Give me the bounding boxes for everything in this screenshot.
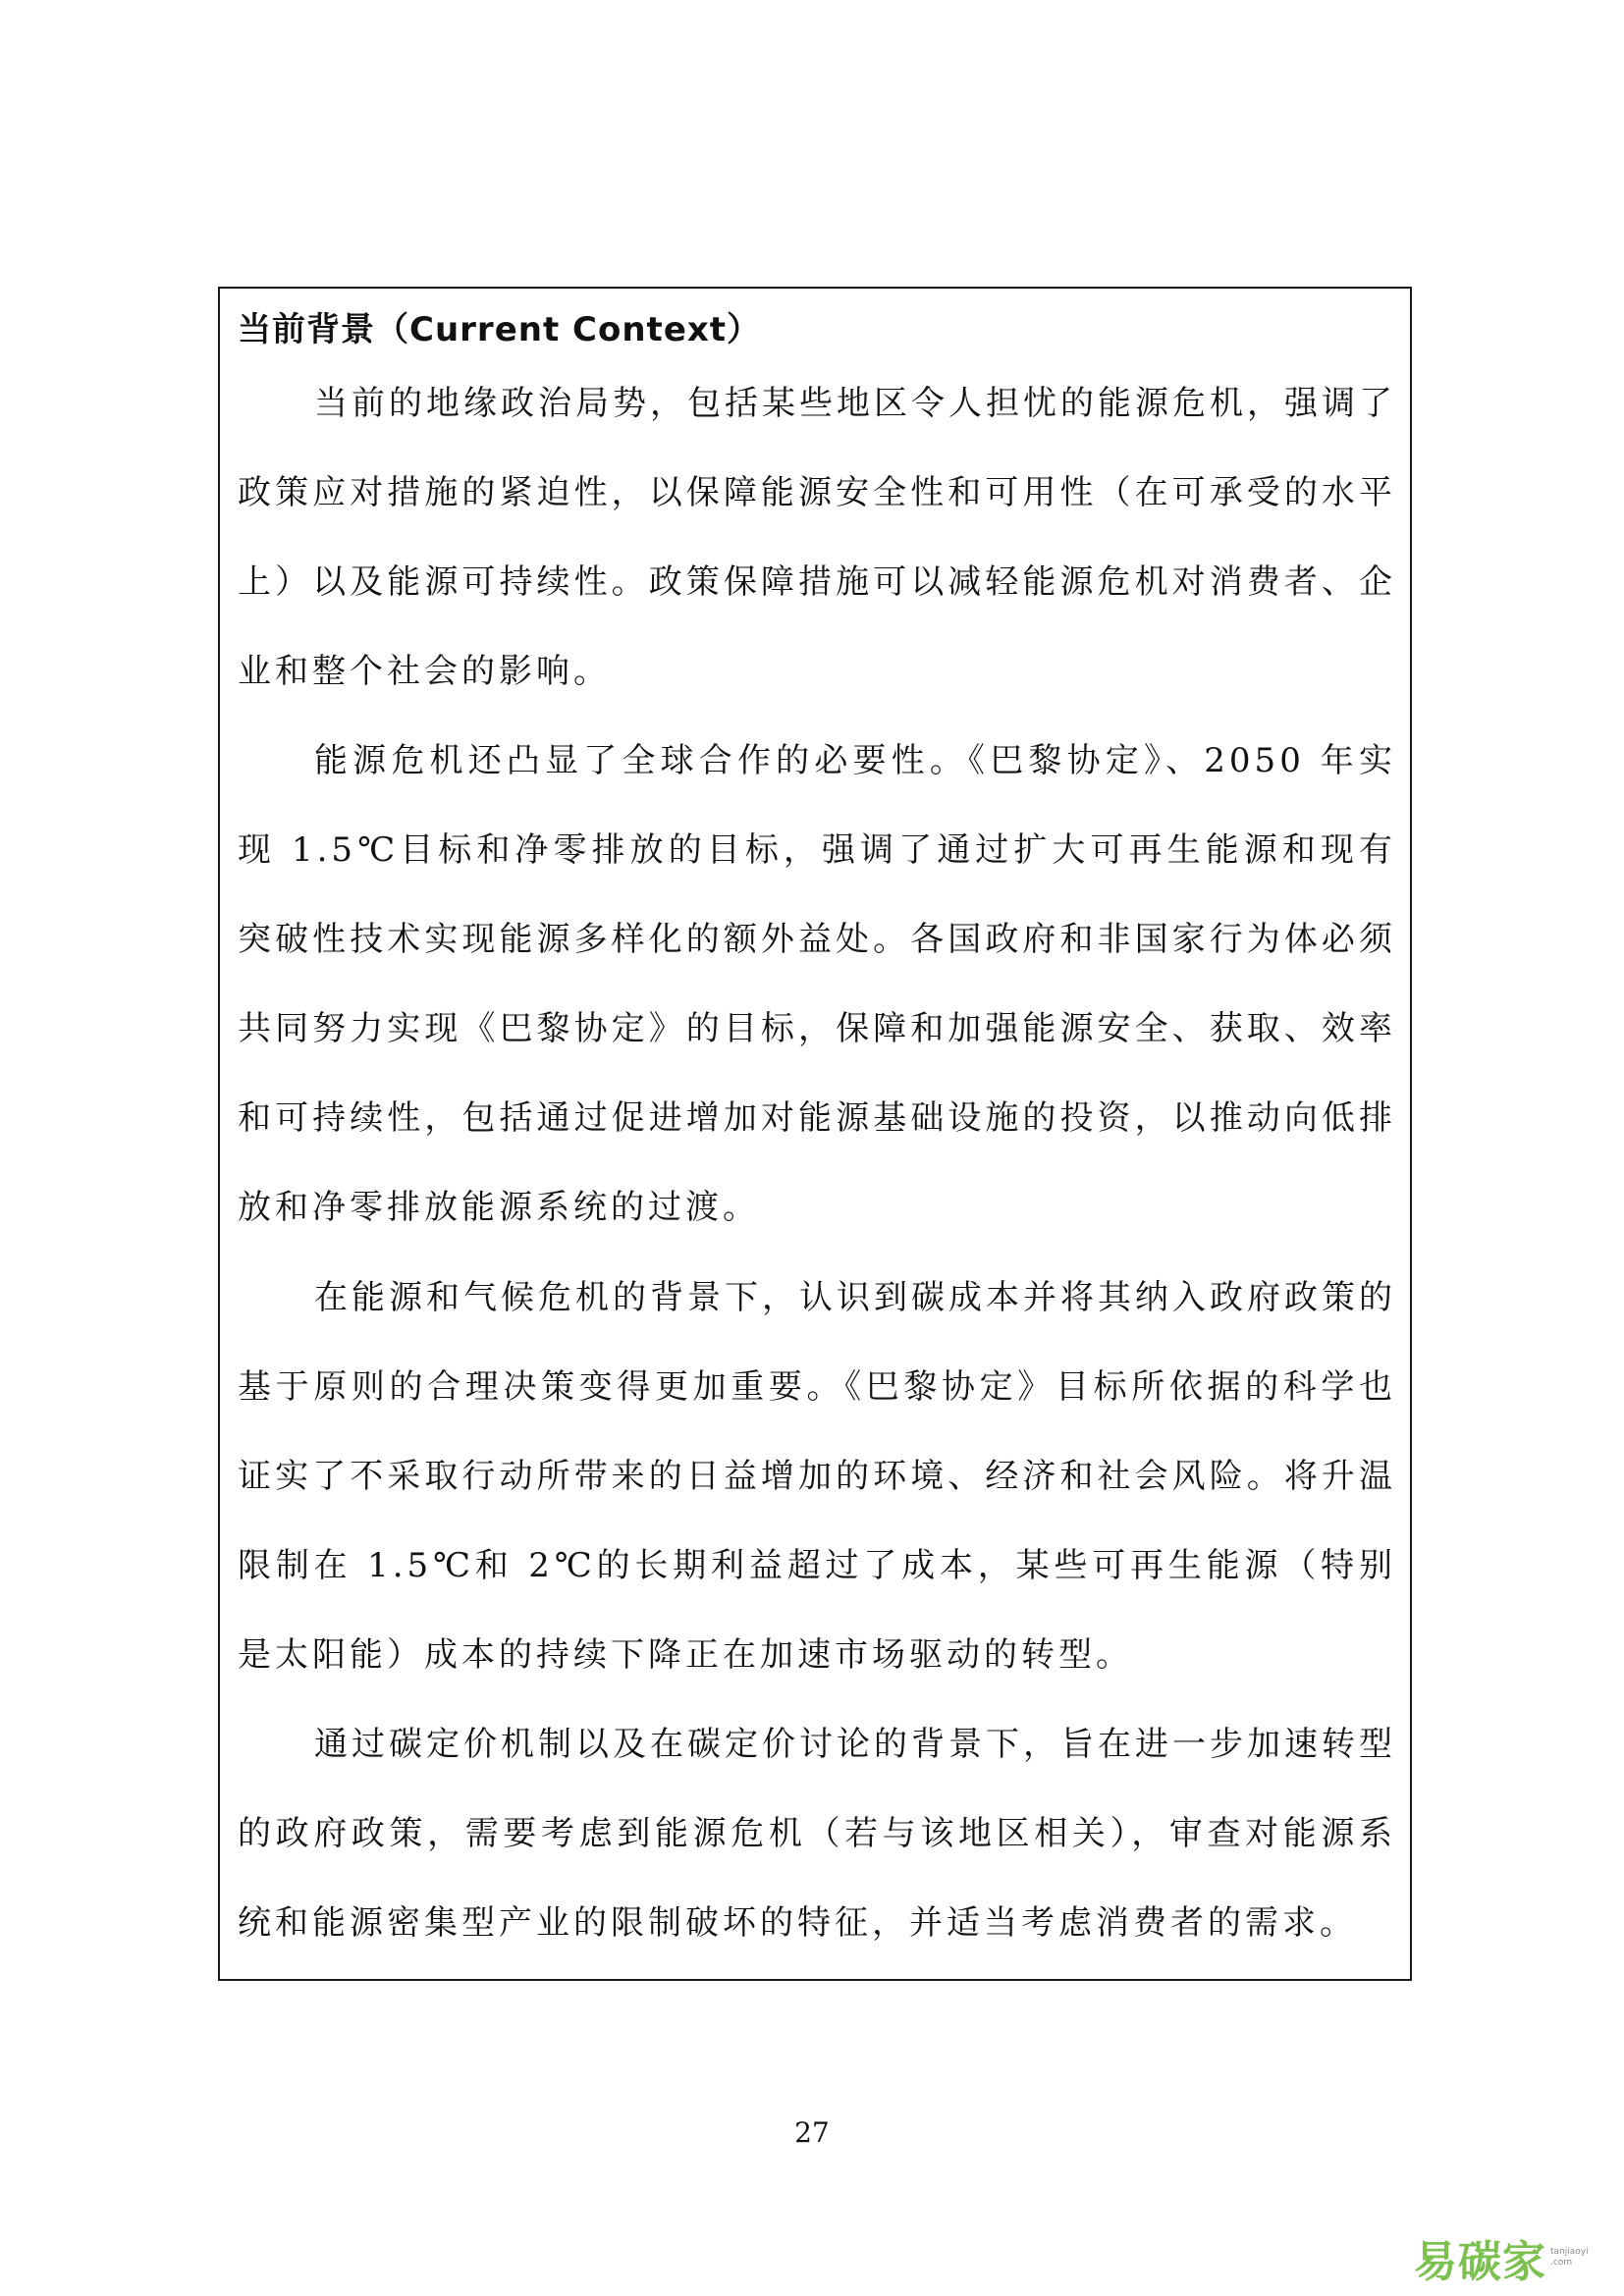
context-section-box [218,287,1412,1981]
watermark-domain-line1: tanjiaoyi [1550,2247,1589,2257]
page-number: 27 [794,2116,830,2149]
paragraph-4: 通过碳定价机制以及在碳定价讨论的背景下，旨在进一步加速转型的政府政策，需要考虑到能源危机（若与该地区相关），审查对能源系统和能源密集型产业的限制破坏的特征，并适当考虑消费者的需求。 [238,1725,1396,1943]
watermark-text: 易碳家 [1414,2237,1546,2287]
watermark-domain [1550,2247,1589,2269]
paragraph-2: 能源危机还凸显了全球合作的必要性。《巴黎协定》、2050 年实现 1.5℃目标和净零排放的目标，强调了通过扩大可再生能源和现有突破性技术实现能源多样化的额外益处。各国政府和非国家行为体必须共同努力实现《巴黎协定》的目标，保障和加强能源安全、获取、效率和可持续性，包括通过促进增加对能源基础设施的投资，以推动向低排放和净零排放能源系统的过渡。 [238,741,1396,1227]
watermark-logo [1414,2230,1610,2285]
section-title: 当前背景（Current Context） [238,310,762,349]
watermark-domain-line2: .com [1550,2258,1573,2268]
paragraph-1: 当前的地缘政治局势，包括某些地区令人担忧的能源危机，强调了政策应对措施的紧迫性，以保障能源安全性和可用性（在可承受的水平上）以及能源可持续性。政策保障措施可以减轻能源危机对消费者、企业和整个社会的影响。 [238,384,1396,691]
paragraph-3: 在能源和气候危机的背景下，认识到碳成本并将其纳入政府政策的基于原则的合理决策变得更加重要。《巴黎协定》目标所依据的科学也证实了不采取行动所带来的日益增加的环境、经济和社会风险。将升温限制在 1.5℃和 2℃的长期利益超过了成本，某些可再生能源（特别是太阳能）成本的持续下降正在加速市场驱动的转型。 [238,1278,1396,1675]
